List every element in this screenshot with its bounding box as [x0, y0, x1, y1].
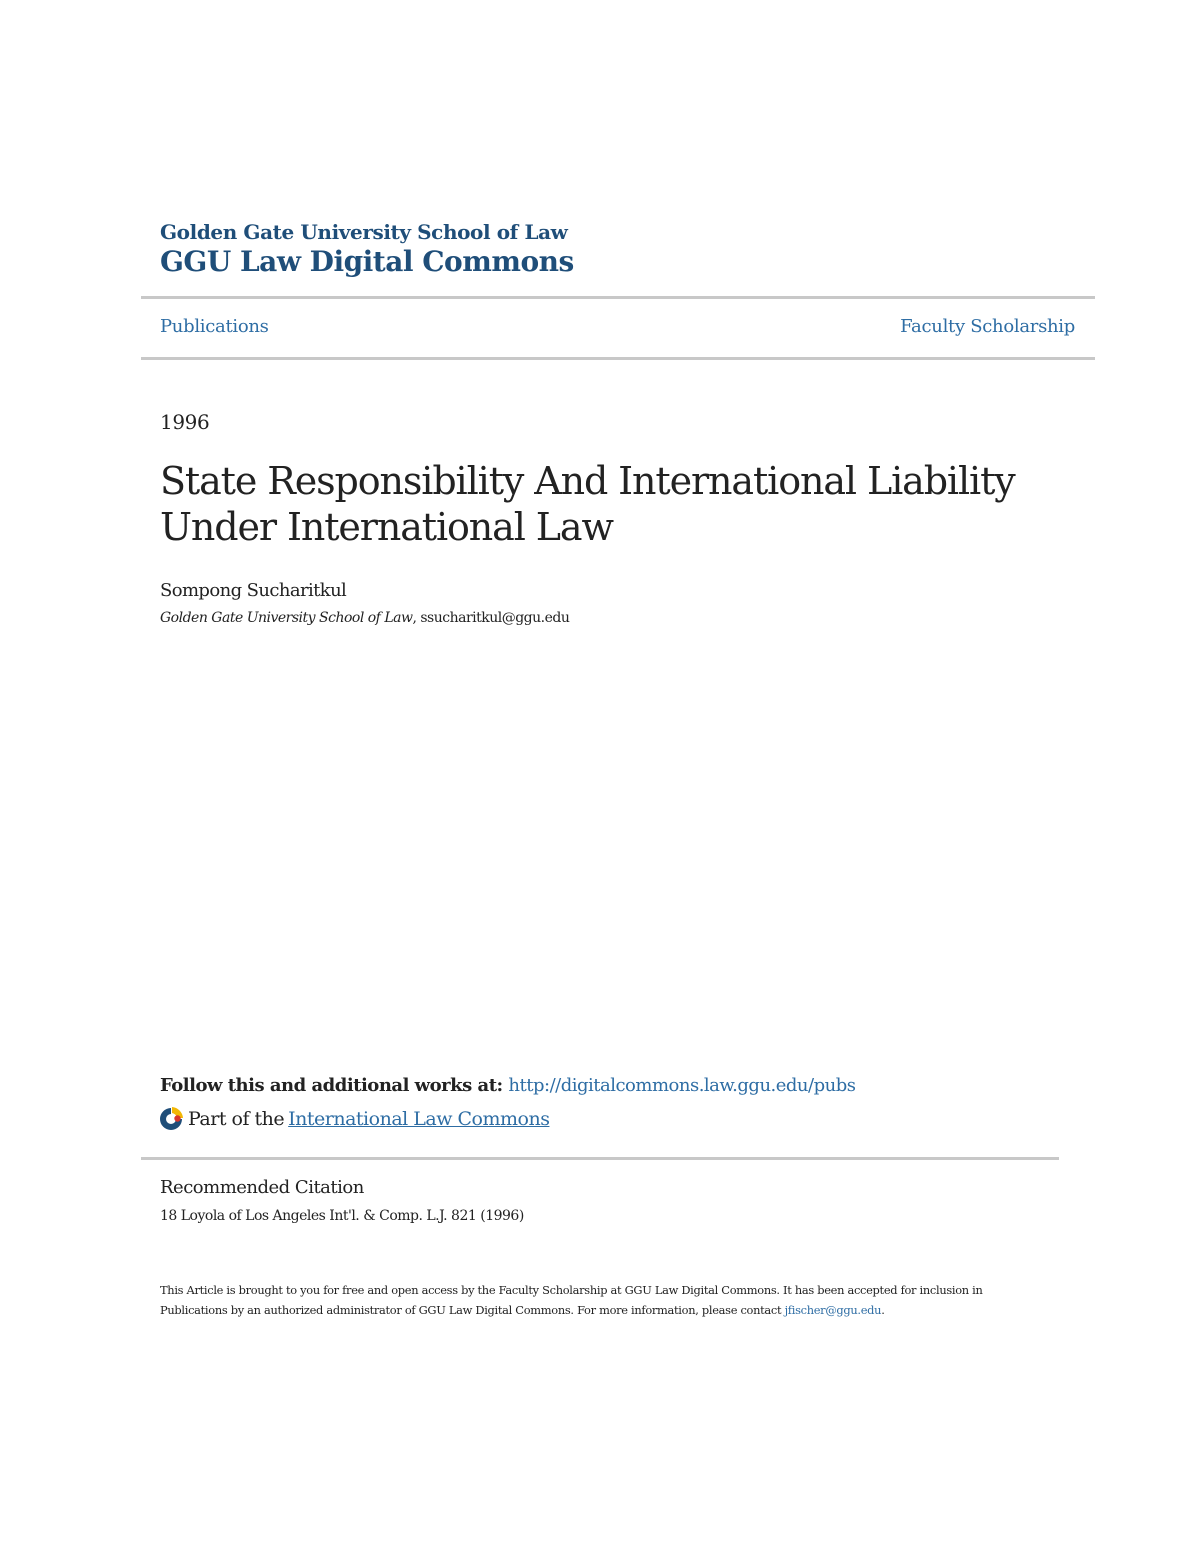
repository-name[interactable]: GGU Law Digital Commons: [160, 245, 574, 278]
nav-divider: [141, 357, 1095, 360]
notice-text: This Article is brought to you for free and open access by the Faculty Scholarship at GGU Law Digital Commons. It has been accepted for inclusion in Publications by an authorized administrator of GGU Law Digital Commons. For more information, please contact: [160, 1283, 983, 1317]
citation-divider: [141, 1157, 1059, 1160]
author-name: Sompong Sucharitkul: [160, 580, 347, 601]
recommended-citation-heading: Recommended Citation: [160, 1177, 364, 1198]
international-law-commons-link[interactable]: International Law Commons: [288, 1108, 550, 1130]
follow-line: [160, 1075, 855, 1096]
institution-name[interactable]: Golden Gate University School of Law: [160, 220, 568, 244]
author-affiliation: [160, 610, 569, 626]
affiliation-name: Golden Gate University School of Law: [160, 610, 413, 626]
access-notice: [160, 1280, 1040, 1320]
publications-link[interactable]: Publications: [160, 316, 269, 337]
notice-end: .: [881, 1303, 885, 1317]
part-of-line: [158, 1106, 549, 1132]
part-of-label: Part of the: [188, 1108, 285, 1130]
recommended-citation-text: 18 Loyola of Los Angeles Int'l. & Comp. L.J. 821 (1996): [160, 1208, 524, 1224]
faculty-scholarship-link[interactable]: Faculty Scholarship: [900, 316, 1075, 337]
author-email: , ssucharitkul@ggu.edu: [412, 610, 570, 626]
follow-label: Follow this and additional works at:: [160, 1075, 509, 1096]
bepress-commons-icon: [158, 1106, 184, 1132]
follow-url-link[interactable]: http://digitalcommons.law.ggu.edu/pubs: [508, 1075, 856, 1096]
contact-email-link[interactable]: jfischer@ggu.edu: [784, 1303, 882, 1317]
article-title: State Responsibility And International Liability Under International Law: [160, 459, 1015, 549]
publication-year: 1996: [160, 410, 210, 434]
top-divider: [141, 296, 1095, 299]
